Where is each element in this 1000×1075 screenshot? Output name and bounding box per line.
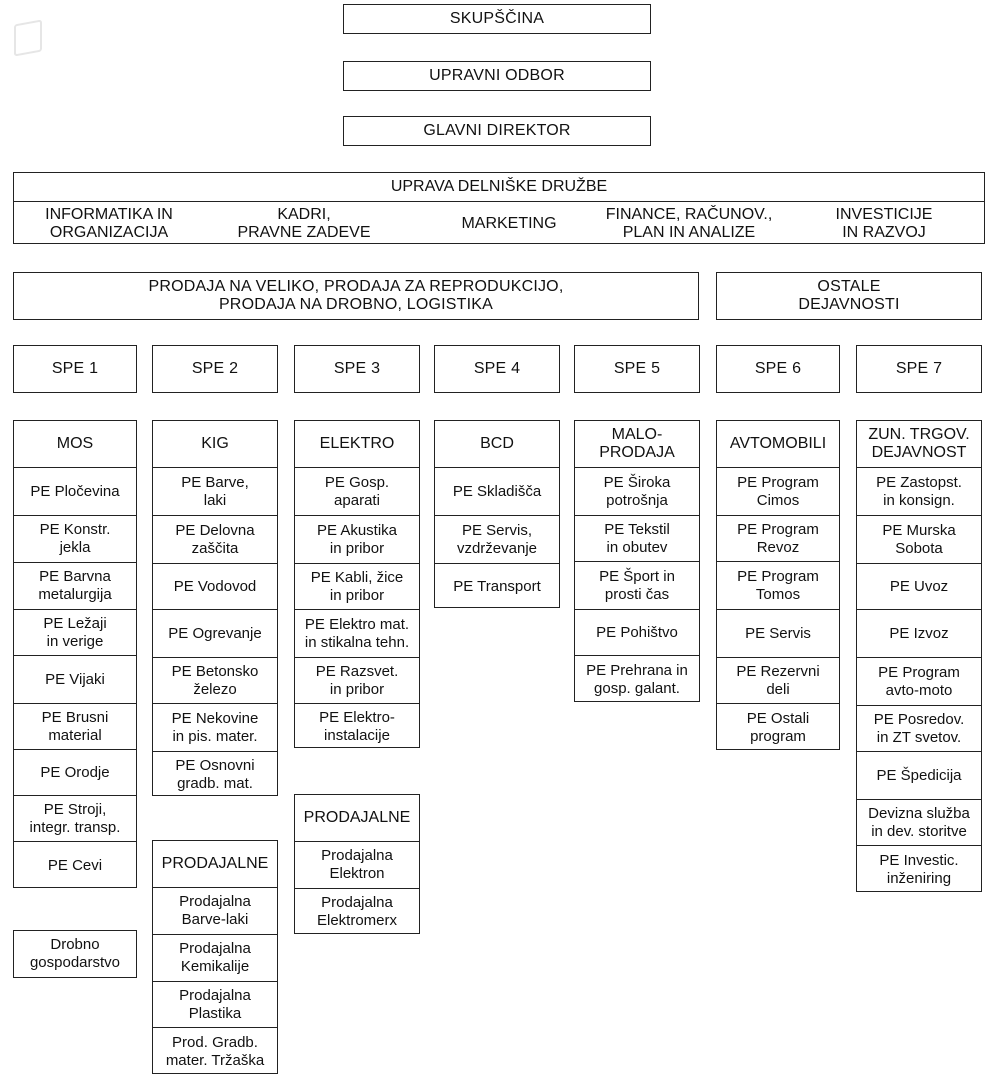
unit-box: Prodajalna Elektromerx — [295, 888, 419, 935]
unit-box: PE Pohištvo — [575, 609, 699, 655]
unit-box: PE Servis — [717, 609, 839, 657]
unit-box: PE Skladišča — [435, 467, 559, 515]
unit-box: PE Razsvet. in pribor — [295, 657, 419, 703]
uprava-block — [13, 172, 985, 244]
box-upravni-odbor: UPRAVNI ODBOR — [343, 61, 651, 91]
unit-box: PE Vodovod — [153, 563, 277, 609]
dept-informatika: INFORMATIKA IN ORGANIZACIJA — [45, 206, 173, 241]
unit-box: PE Betonsko železo — [153, 657, 277, 703]
column-mos — [13, 420, 137, 888]
column-head: PRODAJALNE — [161, 855, 269, 872]
spe-3: SPE 3 — [294, 345, 420, 393]
unit-box: PE Akustika in pribor — [295, 515, 419, 563]
unit-box: PE Stroji, integr. transp. — [14, 795, 136, 841]
column-prodajalne-3 — [294, 794, 420, 934]
unit-box: PE Barve, laki — [153, 467, 277, 515]
unit-box: PE Prehrana in gosp. galant. — [575, 655, 699, 703]
dept-kadri: KADRI, PRAVNE ZADEVE — [237, 206, 371, 241]
unit-box: PE Murska Sobota — [857, 515, 981, 563]
unit-box: Prod. Gradb. mater. Tržaška — [153, 1027, 277, 1075]
unit-box: PE Ostali program — [717, 703, 839, 751]
column-head: BCD — [480, 435, 514, 452]
unit-box: PE Rezervni deli — [717, 657, 839, 703]
unit-box: Prodajalna Barve-laki — [153, 887, 277, 934]
watermark-logo — [8, 20, 108, 54]
dept-marketing: MARKETING — [461, 215, 557, 232]
unit-box: PE Osnovni gradb. mat. — [153, 751, 277, 797]
column-head: MALO- PRODAJA — [599, 426, 675, 461]
unit-box: PE Ležaji in verige — [14, 609, 136, 655]
unit-box: PE Investic. inženiring — [857, 845, 981, 893]
unit-box: PE Program avto-moto — [857, 657, 981, 705]
spe-2: SPE 2 — [152, 345, 278, 393]
unit-box: PE Barvna metalurgija — [14, 562, 136, 609]
unit-box: PE Delovna zaščita — [153, 515, 277, 563]
unit-box: Prodajalna Elektron — [295, 841, 419, 888]
column-head: KIG — [201, 435, 229, 452]
spe-6: SPE 6 — [716, 345, 840, 393]
spe-1: SPE 1 — [13, 345, 137, 393]
column-head: ELEKTRO — [319, 435, 395, 452]
box-ostale-dejavnosti: OSTALE DEJAVNOSTI — [716, 272, 982, 320]
unit-box: PE Cevi — [14, 841, 136, 889]
unit-box: PE Nekovine in pis. mater. — [153, 703, 277, 751]
column-head: PRODAJALNE — [303, 809, 411, 826]
unit-box: PE Zastopst. in konsign. — [857, 467, 981, 515]
unit-box: PE Servis, vzdrževanje — [435, 515, 559, 563]
unit-box: Devizna služba in dev. storitve — [857, 799, 981, 845]
column-head: AVTOMOBILI — [729, 435, 827, 452]
unit-box: PE Izvoz — [857, 609, 981, 657]
unit-box: Prodajalna Kemikalije — [153, 934, 277, 981]
unit-box: PE Transport — [435, 563, 559, 609]
unit-box: PE Posredov. in ZT svetov. — [857, 705, 981, 751]
column-avtomobili — [716, 420, 840, 750]
unit-box: PE Špedicija — [857, 751, 981, 799]
column-maloprodaja — [574, 420, 700, 702]
box-skupscina: SKUPŠČINA — [343, 4, 651, 34]
dept-investicije: INVESTICIJE IN RAZVOJ — [835, 206, 933, 241]
box-glavni-direktor: GLAVNI DIREKTOR — [343, 116, 651, 146]
column-head: MOS — [56, 435, 94, 452]
unit-box: PE Program Revoz — [717, 515, 839, 561]
column-head: ZUN. TRGOV. DEJAVNOST — [868, 426, 970, 461]
column-zunanja-trgovina — [856, 420, 982, 892]
spe-4: SPE 4 — [434, 345, 560, 393]
unit-box: PE Gosp. aparati — [295, 467, 419, 515]
unit-box: PE Pločevina — [14, 467, 136, 515]
unit-box: PE Uvoz — [857, 563, 981, 609]
dept-finance: FINANCE, RAČUNOV., PLAN IN ANALIZE — [605, 206, 773, 241]
unit-box: PE Široka potrošnja — [575, 467, 699, 515]
column-bcd — [434, 420, 560, 608]
box-prodaja: PRODAJA NA VELIKO, PRODAJA ZA REPRODUKCIJO, PRODAJA NA DROBNO, LOGISTIKA — [13, 272, 699, 320]
unit-box: PE Ogrevanje — [153, 609, 277, 657]
unit-box: PE Šport in prosti čas — [575, 561, 699, 609]
box-drobno-gospodarstvo: Drobno gospodarstvo — [13, 930, 137, 978]
unit-box: PE Program Cimos — [717, 467, 839, 515]
unit-box: Prodajalna Plastika — [153, 981, 277, 1027]
unit-box: PE Konstr. jekla — [14, 515, 136, 562]
spe-7: SPE 7 — [856, 345, 982, 393]
unit-box: PE Elektro- instalacije — [295, 703, 419, 749]
unit-box: PE Kabli, žice in pribor — [295, 563, 419, 609]
column-elektro — [294, 420, 420, 748]
uprava-title: UPRAVA DELNIŠKE DRUŽBE — [14, 173, 984, 202]
unit-box: PE Elektro mat. in stikalna tehn. — [295, 609, 419, 657]
column-prodajalne-2 — [152, 840, 278, 1074]
column-kig — [152, 420, 278, 796]
unit-box: PE Vijaki — [14, 655, 136, 703]
unit-box: PE Program Tomos — [717, 561, 839, 609]
unit-box: PE Orodje — [14, 749, 136, 795]
unit-box: PE Brusni material — [14, 703, 136, 749]
unit-box: PE Tekstil in obutev — [575, 515, 699, 561]
spe-5: SPE 5 — [574, 345, 700, 393]
